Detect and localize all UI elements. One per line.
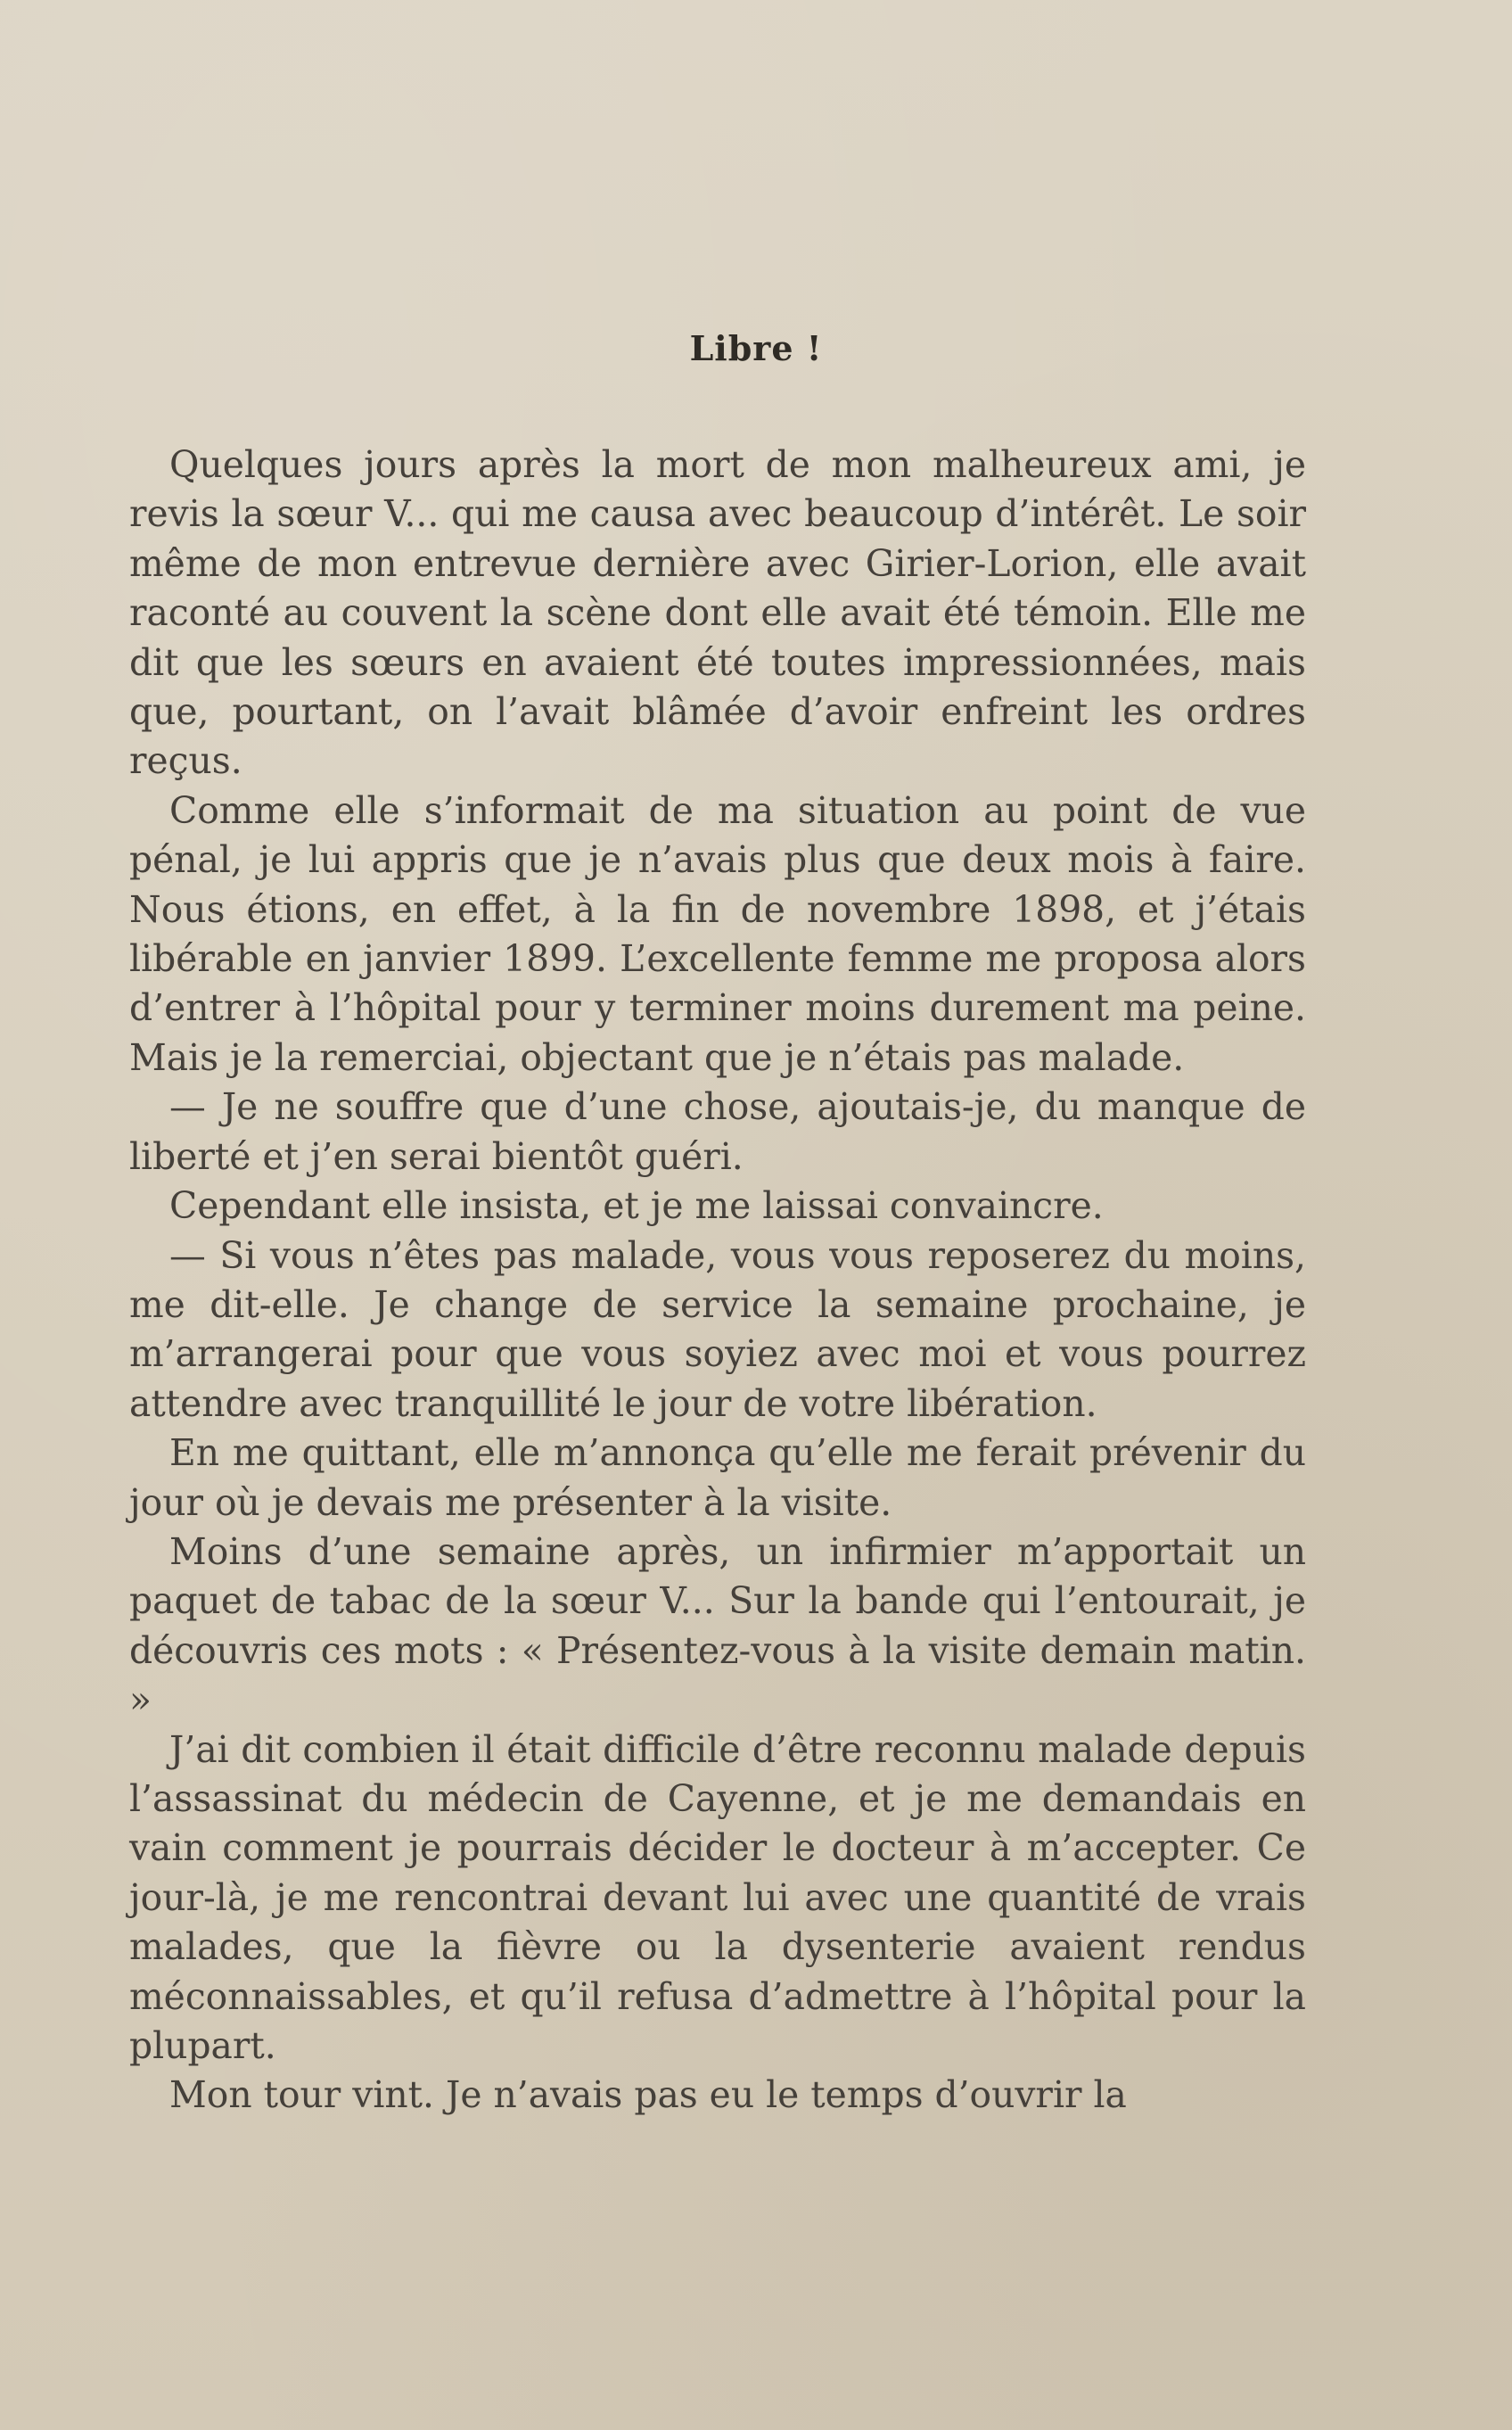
body-text [129, 441, 1306, 2121]
paragraph-2: Comme elle s’informait de ma situation au point de vue pénal, je lui appris que je n’avais plus que deux mois à faire. Nous étions, en effet, à la fin de novembre 1898, et j’étais libérable en janvier 1899. L’excellente femme me proposa alors d’entrer à l’hôpital pour y terminer moins durement ma peine. Mais je la remerciai, objectant que je n’étais pas malade. [129, 788, 1306, 1079]
paragraph-7: Moins d’une semaine après, un infirmier m’apportait un paquet de tabac de la sœur V... Sur la bande qui l’entourait, je découvris ces mots : « Présentez-vous à la visite demain matin. » [129, 1529, 1306, 1722]
paragraph-8: J’ai dit combien il était difficile d’être reconnu malade depuis l’assassinat du médecin de Cayenne, et je me demandais en vain comment je pourrais décider le docteur à m’accepter. Ce jour-là, je me rencontrai devant lui avec une quantité de vrais malades, que la fièvre ou la dysenterie avaient rendus méconnaissables, et qu’il refusa d’admettre à l’hôpital pour la plupart. [129, 1727, 1306, 2067]
chapter-title: Libre ! [689, 328, 823, 368]
paragraph-3: — Je ne souffre que d’une chose, ajoutais-je, du manque de liberté et j’en serai bientôt guéri. [129, 1085, 1306, 1178]
paragraph-5: — Si vous n’êtes pas malade, vous vous reposerez du moins, me dit-elle. Je change de service la semaine prochaine, je m’arrangerai pour que vous soyiez avec moi et vous pourrez attendre avec tranquillité le jour de votre libération. [129, 1233, 1306, 1425]
paragraph-6: En me quittant, elle m’annonça qu’elle me ferait prévenir du jour où je devais me présenter à la visite. [129, 1431, 1306, 1524]
paragraph-4: Cependant elle insista, et je me laissai convaincre. [169, 1184, 1104, 1228]
paragraph-9: Mon tour vint. Je n’avais pas eu le temps d’ouvrir la [169, 2073, 1127, 2117]
paragraph-1: Quelques jours après la mort de mon malheureux ami, je revis la sœur V... qui me causa avec beaucoup d’intérêt. Le soir même de mon entrevue dernière avec Girier-Lorion, elle avait raconté au couvent la scène dont elle avait été témoin. Elle me dit que les sœurs en avaient été toutes impressionnées, mais que, pourtant, on l’avait blâmée d’avoir enfreint les ordres reçus. [129, 443, 1306, 783]
